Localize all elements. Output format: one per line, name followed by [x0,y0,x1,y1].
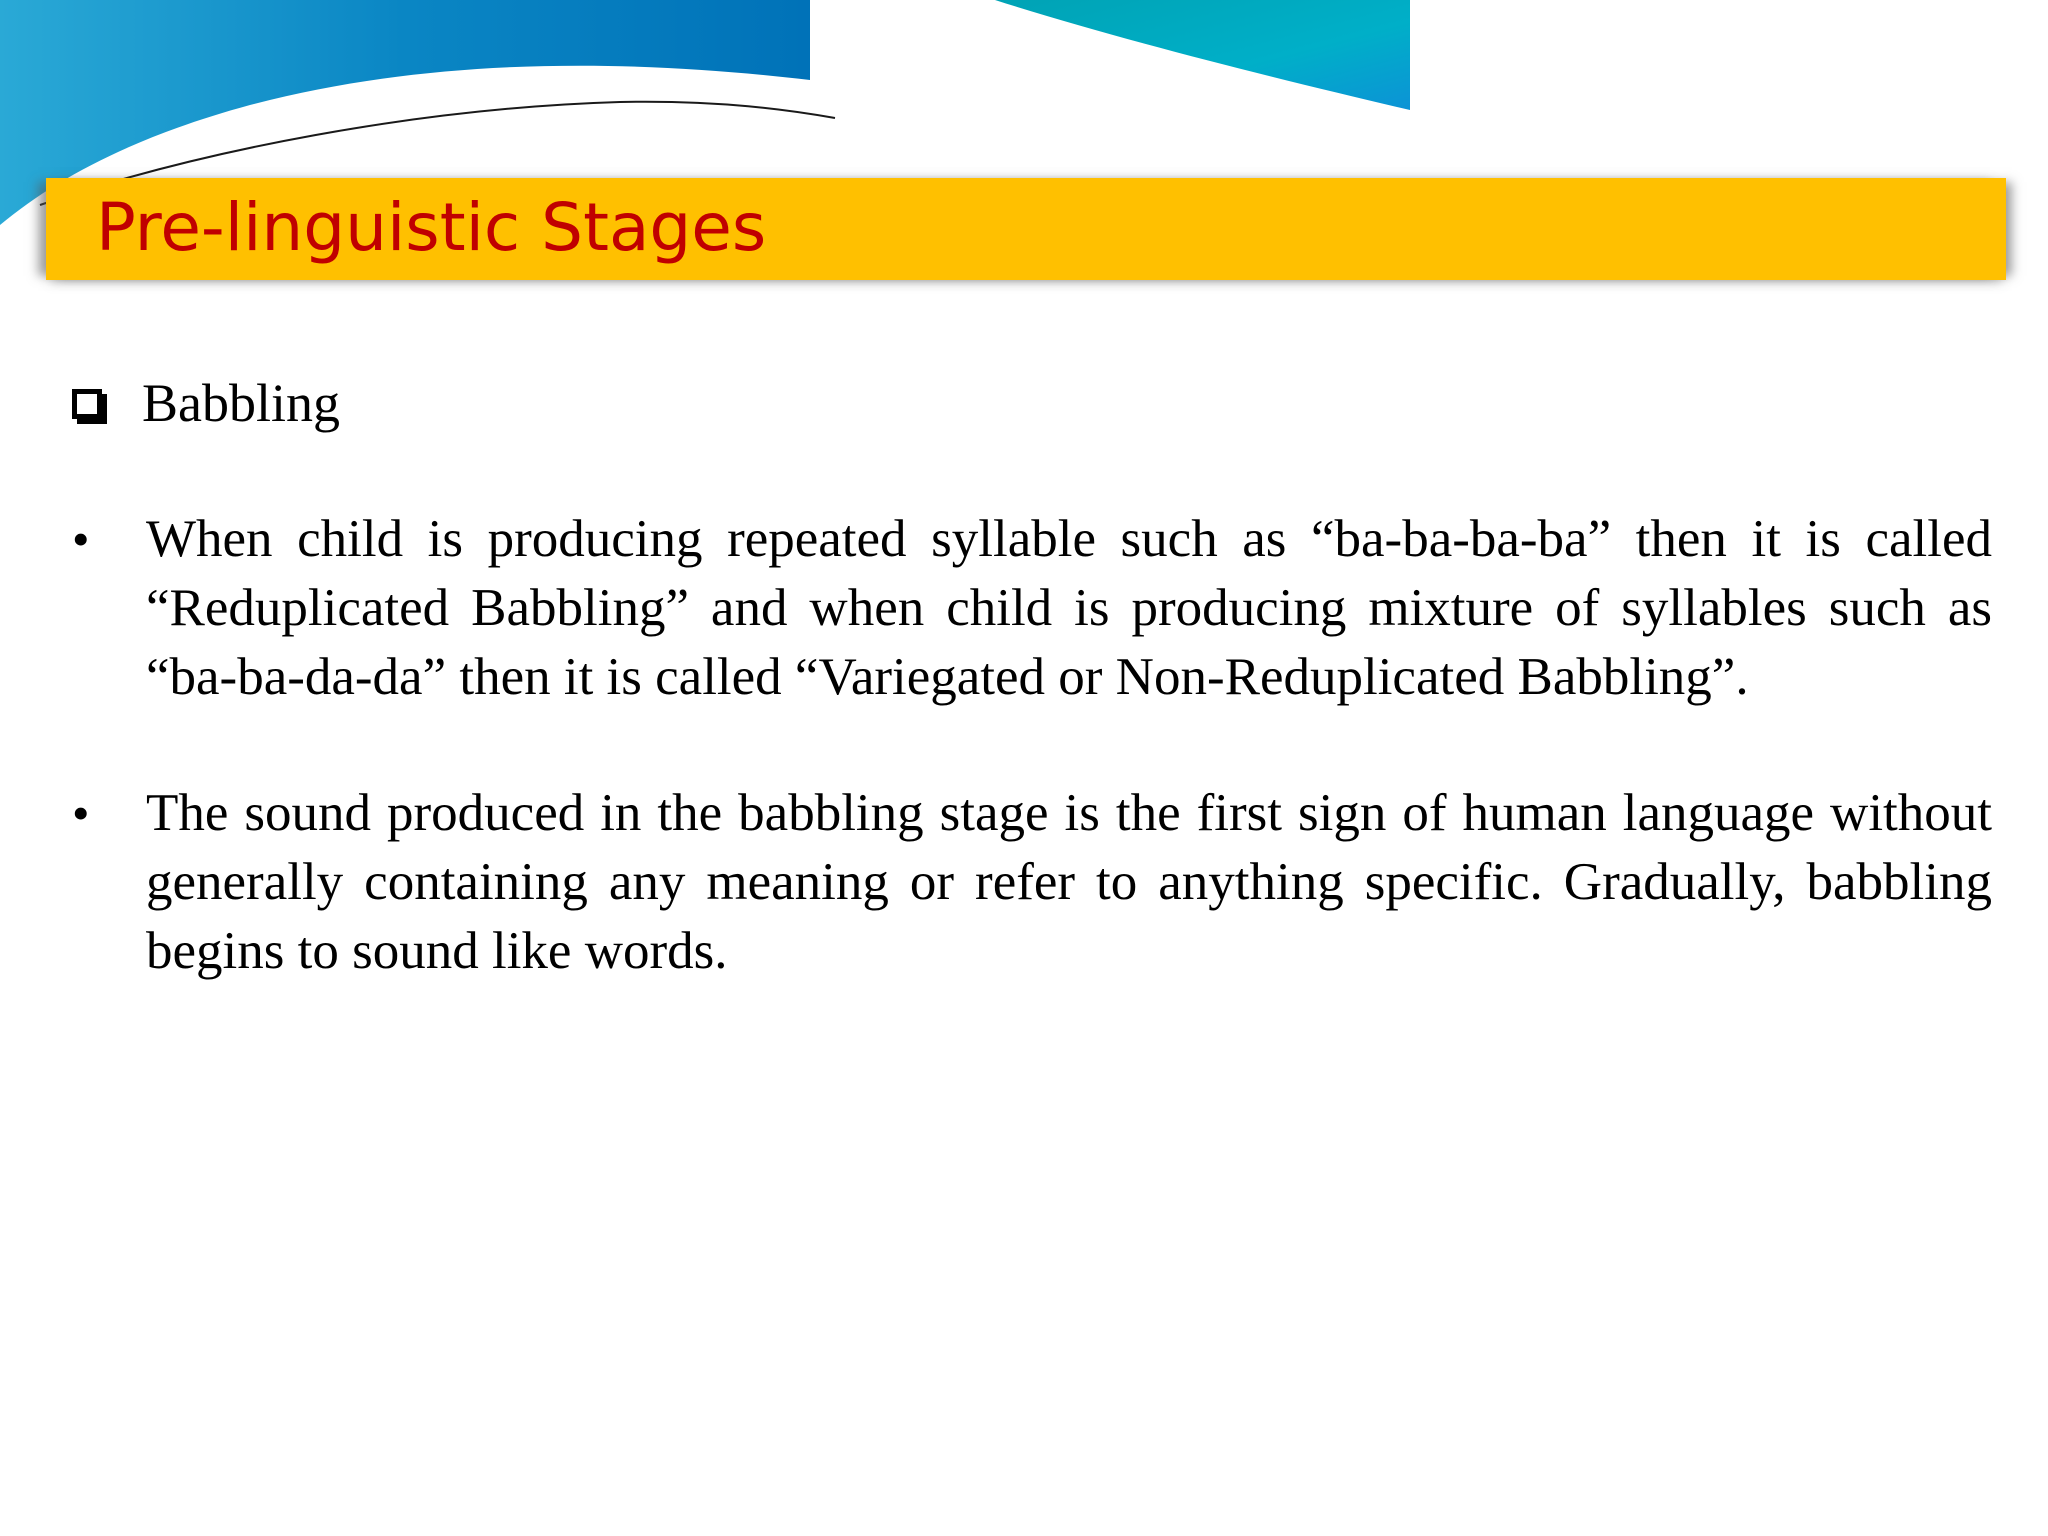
bullet-dot-icon: • [72,785,90,841]
slide-title: Pre-linguistic Stages [96,189,767,266]
bullet-item-2 [72,779,1992,986]
bullet-text-1: When child is producing repeated syllable such as “ba-ba-ba-ba” then it is called “Reduplicated Babbling” and when child is producing mixture of syllables such as “ba-ba-da-da” then it is called “Variegated or Non-Reduplicated Babbling”. [146,510,1992,706]
bullet-item-1 [72,505,1992,712]
section-heading [72,368,340,438]
checkbox-bullet-icon [72,389,102,419]
bullet-text-2: The sound produced in the babbling stage is the first sign of human language without generally containing any meaning or refer to anything specific. Gradually, babbling begins to sound like words. [146,784,1992,980]
section-label: Babbling [142,373,340,433]
bullet-dot-icon: • [72,511,90,567]
right-cyan-wave [995,0,1410,110]
title-bar [46,178,2006,280]
